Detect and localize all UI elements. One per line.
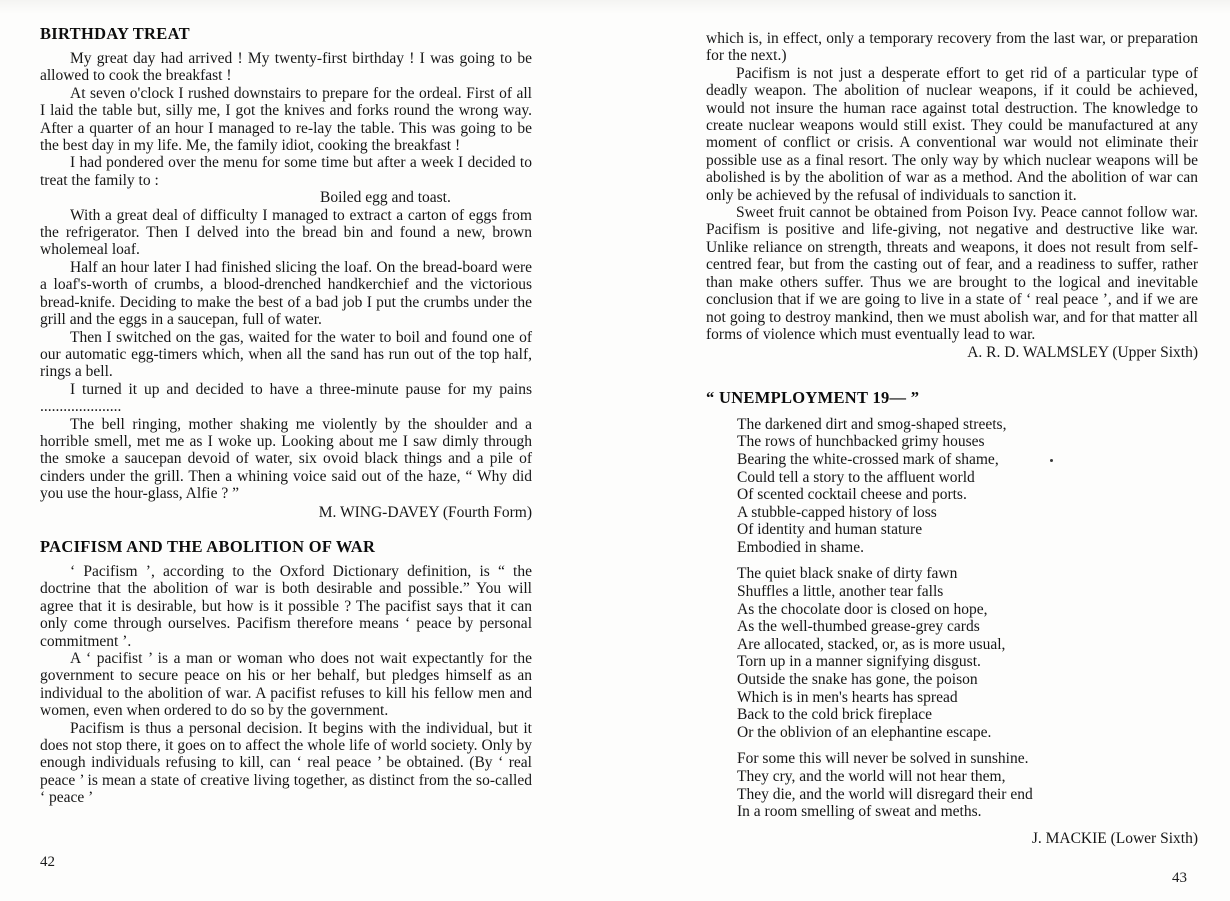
article-unemployment-poem <box>706 388 1198 847</box>
body-paragraph: At seven o'clock I rushed downstairs to prepare for the ordeal. First of all I laid the table but, silly me, I got the knives and forks round the wrong way. After a quarter of an hour I managed to re-lay the table. This was going to be the best day in my life. Me, the family idiot, cooking the breakfast ! <box>40 84 532 155</box>
poem-line: Shuffles a little, another tear falls <box>737 583 944 601</box>
poem-stanza-3 <box>737 750 1198 820</box>
body-paragraph: My great day had arrived ! My twenty-first birthday ! I was going to be allowed to cook the breakfast ! <box>40 50 532 85</box>
body-paragraph: I had pondered over the menu for some time but after a week I decided to treat the family to : <box>40 154 532 189</box>
poem-stanza-1 <box>737 416 1198 557</box>
poem-line: They die, and the world will disregard their end <box>737 785 1033 803</box>
poem-line: Bearing the white-crossed mark of shame, <box>737 450 999 468</box>
pacifism-attribution: A. R. D. WALMSLEY (Upper Sixth) <box>967 344 1198 362</box>
birthday-treat-paragraphs-b <box>40 207 532 503</box>
body-paragraph: ‘ Pacifism ’, according to the Oxford Dictionary definition, is “ the doctrine that the abolition of war is both desirable and possible.” You will agree that it is desirable, but how is it possible ? The pacifist says that it can only come through ourselves. Pacifism therefore means ‘ peace by personal commitment ’. <box>40 562 532 650</box>
poem-stanza-2 <box>737 565 1198 741</box>
poem-line: For some this will never be solved in sunshine. <box>737 750 1029 768</box>
page-number-left: 42 <box>40 854 55 870</box>
body-paragraph: A ‘ pacifist ’ is a man or woman who does not wait expectantly for the government to secure peace on his or her behalf, but pledges himself as an individual to the abolition of war. A pacifist refuses to kill his fellow men and women, even when ordered to do so by the government. <box>40 650 532 720</box>
poem-line: The darkened dirt and smog-shaped streets, <box>737 415 1007 433</box>
body-paragraph: With a great deal of difficulty I managed to extract a carton of eggs from the refrigerator. Then I delved into the bread bin and found a new, brown wholemeal loaf. <box>40 206 532 259</box>
birthday-treat-attribution: M. WING-DAVEY (Fourth Form) <box>318 503 532 521</box>
left-page <box>40 24 532 807</box>
article-pacifism <box>40 537 532 807</box>
page-number-right: 43 <box>1172 870 1187 886</box>
pacifism-continuation-paragraphs <box>706 65 1198 344</box>
poem-line: Which is in men's hearts has spread <box>737 688 958 706</box>
poem-line: Outside the snake has gone, the poison <box>737 671 978 689</box>
poem-line: Back to the cold brick fireplace <box>737 706 932 724</box>
body-paragraph: Then I switched on the gas, waited for the water to boil and found one of our automatic egg-timers which, when all the sand has run out of the top half, rings a bell. <box>40 328 532 381</box>
right-page <box>706 30 1198 847</box>
body-paragraph: Pacifism is not just a desperate effort to get rid of a particular type of deadly weapon. The abolition of nuclear weapons, if it could be achieved, would not insure the human race against total destruction. The knowledge to create nuclear weapons would still exist. They could be manufactured at any moment of conflict or crisis. A conventional war would not eliminate their possible use as a final resort. The only way by which nuclear weapons will be abolished is by the abolition of war as a method. And the abolition of war can only be achieved by the refusal of individuals to sanction it. <box>706 64 1198 204</box>
poem-line: A stubble-capped history of loss <box>737 503 937 521</box>
poem-line: In a room smelling of sweat and meths. <box>737 803 982 821</box>
poem-line: The rows of hunchbacked grimy houses <box>737 433 985 451</box>
poem-line: The quiet black snake of dirty fawn <box>737 565 958 583</box>
poem-line: Torn up in a manner signifying disgust. <box>737 653 981 671</box>
poem-line: Embodied in shame. <box>737 538 864 556</box>
article-birthday-treat <box>40 24 532 521</box>
body-paragraph: Half an hour later I had finished slicing the loaf. On the bread-board were a loaf's-worth of crumbs, a blood-drenched handkerchief and the victorious bread-knife. Deciding to make the best of a bad job I put the crumbs under the grill and the eggs in a saucepan, full of water. <box>40 258 532 329</box>
poem-title: “ UNEMPLOYMENT 19— ” <box>706 387 920 407</box>
body-paragraph: Pacifism is thus a personal decision. It begins with the individual, but it does not stop there, it goes on to affect the whole life of world society. Only by enough individuals refusing to kill, can ‘ real peace ’ be obtained. (By ‘ real peace ’ is mean a state of creative living together, as distinct from the so-called ‘ peace ’ <box>40 719 532 807</box>
poem-line: They cry, and the world will not hear them, <box>737 768 1006 785</box>
poem-line: As the chocolate door is closed on hope, <box>737 600 988 618</box>
poem-line: Are allocated, stacked, or, as is more usual, <box>737 635 1006 653</box>
pacifism-title: PACIFISM AND THE ABOLITION OF WAR <box>40 536 376 556</box>
menu-line: Boiled egg and toast. <box>320 189 451 207</box>
poem-attribution: J. MACKIE (Lower Sixth) <box>1031 829 1198 847</box>
ink-speck-artifact <box>1050 459 1053 462</box>
poem-line: Of identity and human stature <box>737 521 923 539</box>
poem-line: Of scented cocktail cheese and ports. <box>737 486 967 504</box>
birthday-treat-title: BIRTHDAY TREAT <box>40 24 190 43</box>
article-pacifism-continuation <box>706 30 1198 362</box>
birthday-treat-paragraphs-a <box>40 50 532 189</box>
pacifism-run-on-paragraph: which is, in effect, only a temporary recovery from the last war, or preparation for the next.) <box>706 30 1198 65</box>
body-paragraph: I turned it up and decided to have a three-minute pause for my pains ..................... <box>40 380 532 416</box>
body-paragraph: The bell ringing, mother shaking me violently by the shoulder and a horrible smell, met me as I woke up. Looking about me I saw dimly through the smoke a saucepan devoid of water, six ovoid black things and a pile of cinders under the grill. Then a whining voice said out of the haze, “ Why did you use the hour-glass, Alfie ? ” <box>40 415 532 503</box>
pacifism-paragraphs <box>40 563 532 807</box>
body-paragraph: Sweet fruit cannot be obtained from Poison Ivy. Peace cannot follow war. Pacifism is positive and life-giving, not negative and destructive like war. Unlike reliance on strength, threats and weapons, it does not result from self-centred fear, but from the casting out of fear, and a readiness to suffer, rather than make others suffer. Thus we are brought to the logical and inevitable conclusion that if we are going to live in a state of ‘ real peace ’, and if we are not going to destroy mankind, then we must abolish war, and for that matter all forms of violence which must eventually lead to war. <box>706 204 1198 343</box>
poem-line: Or the oblivion of an elephantine escape. <box>737 723 992 741</box>
poem-line: As the well-thumbed grease-grey cards <box>737 618 980 636</box>
poem-line: Could tell a story to the affluent world <box>737 468 975 486</box>
